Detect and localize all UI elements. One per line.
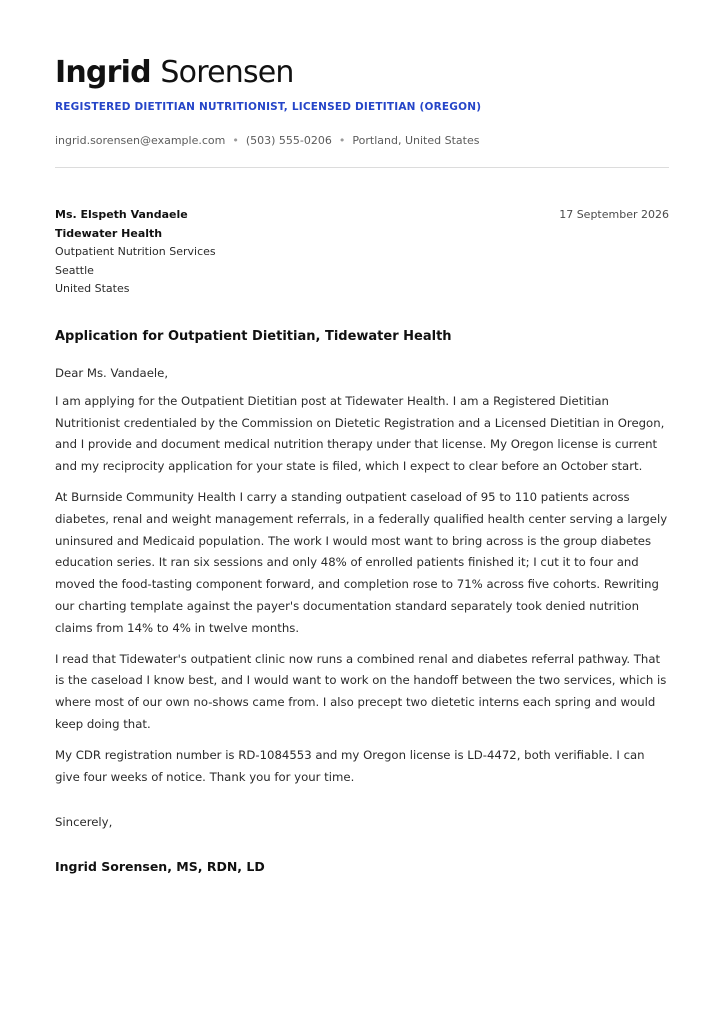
contact-line bbox=[55, 134, 669, 147]
body-paragraph: My CDR registration number is RD-1084553 and my Oregon license is LD-4472, both verifiable. I can give four weeks of notice. Thank you for your time. bbox=[55, 747, 645, 784]
recipient-name: Ms. Elspeth Vandaele bbox=[55, 208, 188, 221]
separator-dot: • bbox=[338, 134, 346, 147]
body-paragraph: At Burnside Community Health I carry a standing outpatient caseload of 95 to 110 patients across diabetes, renal and weight management referrals, in a federally qualified health center serving a largely uninsured and Medicaid population. The work I would most want to bring across is the group diabetes education series. It ran six sessions and only 48% of enrolled patients finished it; I cut it to four and moved the food-tasting component forward, and completion rose to 71% across five cohorts. Rewriting our charting template against the payer's documentation standard separately took denied nutrition claims from 14% to 4% in twelve months. bbox=[55, 489, 668, 635]
recipient-block bbox=[55, 206, 669, 299]
body-paragraph: I read that Tidewater's outpatient clinic now runs a combined renal and diabetes referral pathway. That is the caseload I know best, and I would want to work on the handoff between the two services, which is where most of our own no-shows came from. I also precept two dietetic interns each spring and would keep doing that. bbox=[55, 651, 667, 731]
closing: Sincerely, bbox=[55, 815, 113, 830]
email-address: ingrid.sorensen@example.com bbox=[55, 134, 226, 147]
recipient-city: Seattle bbox=[55, 263, 94, 277]
separator-dot: • bbox=[232, 134, 239, 147]
last-name: Sorensen bbox=[160, 55, 294, 90]
recipient-organization: Tidewater Health bbox=[55, 226, 163, 240]
salutation: Dear Ms. Vandaele, bbox=[55, 365, 169, 380]
recipient-country: United States bbox=[55, 282, 130, 296]
first-name: Ingrid bbox=[55, 55, 151, 90]
header-divider bbox=[55, 167, 669, 168]
phone-number: (503) 555-0206 bbox=[245, 134, 332, 147]
cover-letter bbox=[55, 54, 669, 874]
applicant-name bbox=[55, 54, 669, 92]
body-paragraph: I am applying for the Outpatient Dietitian post at Tidewater Health. I am a Registered Dietitian Nutritionist credentialed by the Commission on Dietetic Registration and a Licensed Dietitian in Oregon, and I provide and document medical nutrition therapy under that license. My Oregon license is current and my reciprocity application for your state is filed, which I expect to clear before an October start. bbox=[55, 393, 665, 474]
professional-headline: REGISTERED DIETITIAN NUTRITIONIST, LICENSED DIETITIAN (OREGON) bbox=[55, 101, 482, 113]
letter-date: 17 September 2026 bbox=[559, 208, 669, 221]
location: Portland, United States bbox=[352, 134, 480, 147]
recipient-department: Outpatient Nutrition Services bbox=[55, 245, 216, 259]
letter-subject: Application for Outpatient Dietitian, Tidewater Health bbox=[55, 328, 452, 344]
signature: Ingrid Sorensen, MS, RDN, LD bbox=[55, 859, 265, 875]
